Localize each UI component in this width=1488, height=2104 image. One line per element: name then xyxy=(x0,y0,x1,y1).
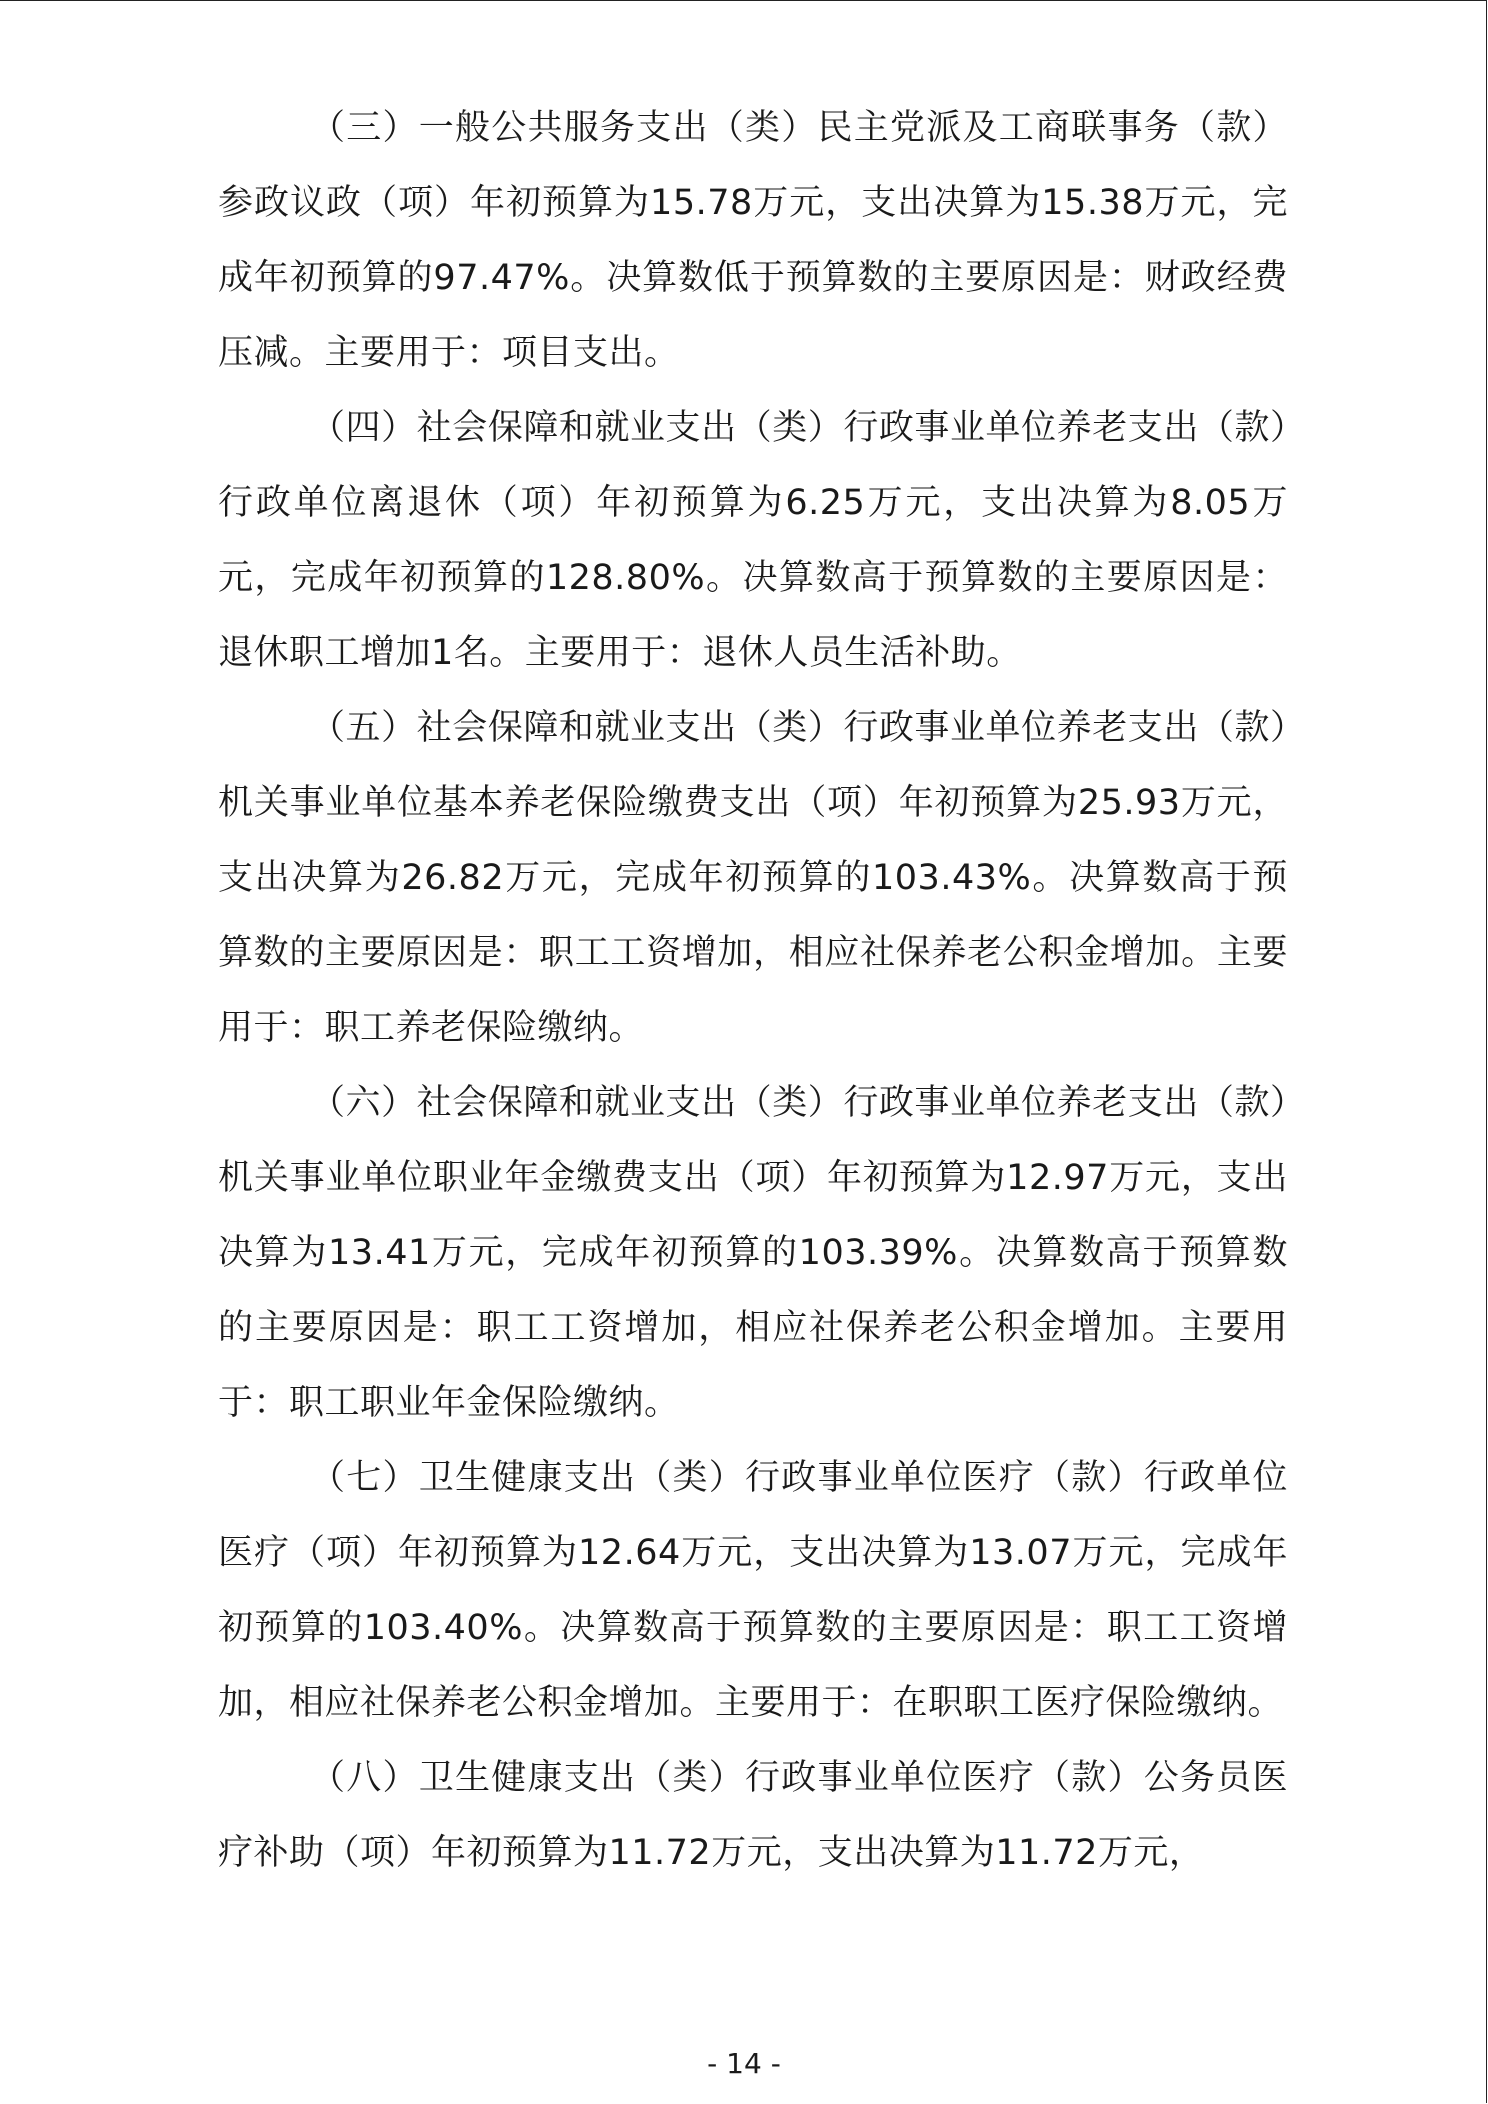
page-number: - 14 - xyxy=(707,2047,781,2080)
paragraph-wu: （五）社会保障和就业支出（类）行政事业单位养老支出（款）机关事业单位基本养老保险缴费支出（项）年初预算为25.93万元，支出决算为26.82万元，完成年初预算的103.43%。决算数高于预算数的主要原因是：职工工资增加，相应社保养老公积金增加。主要用于：职工养老保险缴纳。 xyxy=(218,708,1288,1048)
paragraph-san: （三）一般公共服务支出（类）民主党派及工商联事务（款）参政议政（项）年初预算为15.78万元，支出决算为15.38万元，完成年初预算的97.47%。决算数低于预算数的主要原因是：财政经费压减。主要用于：项目支出。 xyxy=(218,108,1288,373)
document-body xyxy=(218,91,1288,1891)
paragraph-qi: （七）卫生健康支出（类）行政事业单位医疗（款）行政单位医疗（项）年初预算为12.64万元，支出决算为13.07万元，完成年初预算的103.40%。决算数高于预算数的主要原因是：职工工资增加，相应社保养老公积金增加。主要用于：在职职工医疗保险缴纳。 xyxy=(218,1458,1288,1723)
paragraph-ba: （八）卫生健康支出（类）行政事业单位医疗（款）公务员医疗补助（项）年初预算为11.72万元，支出决算为11.72万元， xyxy=(218,1758,1288,1873)
paragraph-si: （四）社会保障和就业支出（类）行政事业单位养老支出（款）行政单位离退休（项）年初预算为6.25万元，支出决算为8.05万元，完成年初预算的128.80%。决算数高于预算数的主要原因是：退休职工增加1名。主要用于：退休人员生活补助。 xyxy=(218,408,1288,673)
paragraph-liu: （六）社会保障和就业支出（类）行政事业单位养老支出（款）机关事业单位职业年金缴费支出（项）年初预算为12.97万元，支出决算为13.41万元，完成年初预算的103.39%。决算数高于预算数的主要原因是：职工工资增加，相应社保养老公积金增加。主要用于：职工职业年金保险缴纳。 xyxy=(218,1083,1288,1423)
